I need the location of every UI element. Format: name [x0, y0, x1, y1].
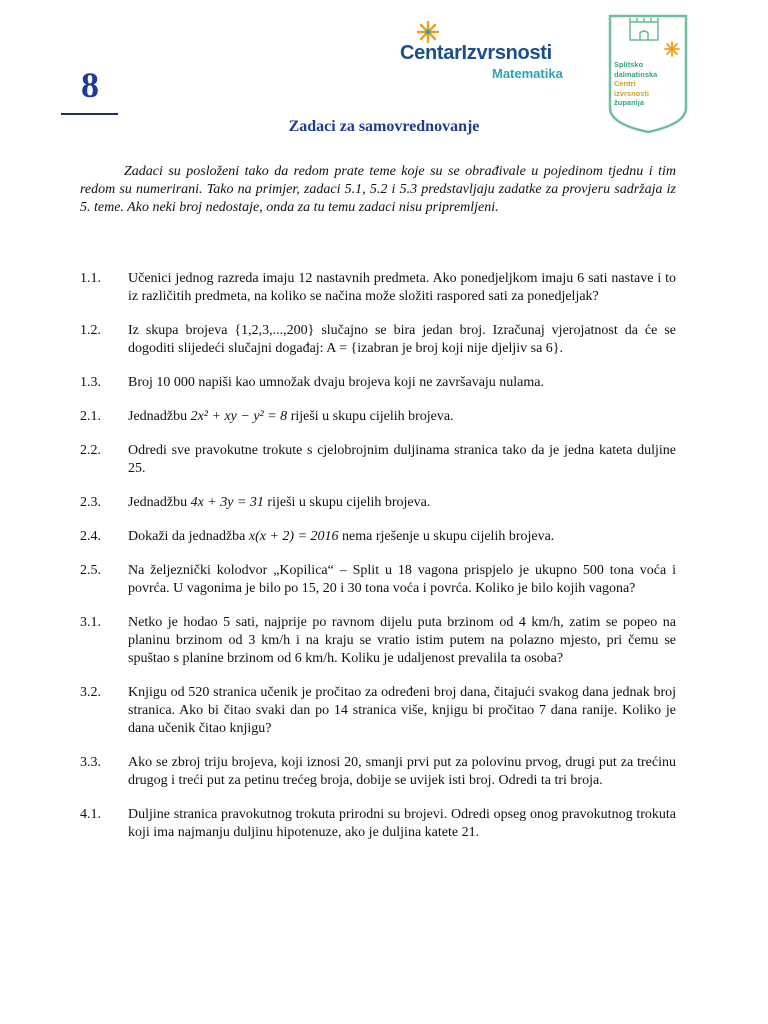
task-number: 1.3.: [80, 375, 101, 390]
task-text: [128, 408, 676, 426]
task-text: [128, 528, 676, 546]
task-item: [80, 408, 676, 426]
task-text: Ako se zbroj triju brojeva, koji iznosi 20, smanji prvi put za polovinu prvog, drugi put za trećinu drugog i treći put za petinu trećeg broja, dobije se uvijek isti broj. Odredi ta tri broja.: [128, 755, 676, 788]
task-number: 4.1.: [80, 807, 101, 822]
task-item: [80, 562, 676, 598]
shield-line: Splitsko: [614, 60, 644, 69]
logo-title: CentarIzvrsnosti: [400, 42, 552, 64]
task-text-after: nema rješenje u skupu cijelih brojeva.: [342, 529, 555, 544]
task-item: [80, 322, 676, 358]
task-item: [80, 528, 676, 546]
shield-line: izvrsnosti: [614, 88, 650, 98]
task-text: Duljine stranica pravokutnog trokuta prirodni su brojevi. Odredi opseg onog pravokutnog trokuta koji ima najmanju duljinu hipotenuze, ako je duljina katete 21.: [128, 807, 676, 840]
task-text-after: riješi u skupu cijelih brojeva.: [267, 495, 431, 510]
task-text: Netko je hodao 5 sati, najprije po ravnom dijelu puta brzinom od 4 km/h, zatim se popeo na planinu brzinom od 3 km/h i na kraju se vratio istim putem na polazno mjesto, pri čemu se spuštao s planine brzinom od 6 km/h. Koliku je udaljenost prevalila ta osoba?: [128, 615, 676, 666]
task-item: [80, 614, 676, 668]
logo-subtitle: Matematika: [492, 66, 563, 81]
task-item: [80, 684, 676, 738]
task-text-before: Jednadžbu: [128, 409, 188, 424]
task-text: Na željeznički kolodvor „Kopilica“ – Split u 18 vagona prispjelo je ukupno 500 tona voća i povrća. U vagonima je bilo po 15, 20 i 30 tona voća i povrća. Koliko je bilo kojih vagona?: [128, 563, 676, 596]
equation: 2x² + xy − y² = 8: [190, 409, 288, 424]
task-number: 2.3.: [80, 495, 101, 510]
star-logo-icon: [416, 20, 440, 44]
task-number: 2.1.: [80, 409, 101, 424]
task-item: [80, 806, 676, 842]
task-item: [80, 754, 676, 790]
region-shield-text: [614, 60, 684, 108]
equation: 4x + 3y = 31: [190, 495, 264, 510]
task-item: [80, 270, 676, 306]
task-text: Iz skupa brojeva {1,2,3,...,200} slučajno se bira jedan broj. Izračunaj vjerojatnost da će se dogoditi slijedeći slučajni događaj: A = {izabran je broj koji nije djeljiv sa 6}.: [128, 323, 676, 356]
task-number: 2.2.: [80, 443, 101, 458]
task-item: [80, 494, 676, 512]
task-text-before: Jednadžbu: [128, 495, 188, 510]
task-number: 2.5.: [80, 563, 101, 578]
shield-line: Centri: [614, 79, 636, 88]
task-number: 1.1.: [80, 271, 101, 286]
intro-paragraph: Zadaci su posloženi tako da redom prate teme koje su se obrađivale u pojedinom tjednu i tim redom su numerirani. Tako na primjer, zadaci 5.1, 5.2 i 5.3 predstavljaju zadatke za provjeru sadržaja iz 5. teme. Ako neki broj nedostaje, onda za tu temu zadaci nisu pripremljeni.: [80, 164, 676, 215]
grade-number: 8: [81, 65, 99, 105]
task-item: [80, 374, 676, 392]
shield-line: županija: [614, 98, 645, 107]
task-number: 3.2.: [80, 685, 101, 700]
task-list: [80, 270, 676, 842]
task-text-before: Dokaži da jednadžba: [128, 529, 246, 544]
task-text-after: riješi u skupu cijelih brojeva.: [290, 409, 454, 424]
task-number: 1.2.: [80, 323, 101, 338]
shield-line: dalmatinska: [614, 69, 658, 79]
task-text: Broj 10 000 napiši kao umnožak dvaju brojeva koji ne završavaju nulama.: [128, 375, 545, 390]
task-number: 2.4.: [80, 529, 101, 544]
equation: x(x + 2) = 2016: [248, 529, 339, 544]
task-text: Odredi sve pravokutne trokute s cjelobrojnim duljinama stranica tako da je jedna kateta duljine 25.: [128, 443, 676, 476]
task-number: 3.3.: [80, 755, 101, 770]
task-number: 3.1.: [80, 615, 101, 630]
grade-underline: [61, 113, 118, 115]
task-text: Učenici jednog razreda imaju 12 nastavnih predmeta. Ako ponedjeljkom imaju 6 sati nastave i to iz različitih predmeta, na koliko se načina može složiti raspored sati za ponedjeljak?: [128, 271, 676, 304]
task-text: [128, 494, 676, 512]
task-text: Knjigu od 520 stranica učenik je pročitao za određeni broj dana, čitajući svakog dana jednak broj stranica. Ako bi čitao svaki dan po 14 stranica više, knjigu bi pročitao 7 dana ranije. Koliko je dana učenik čitao knjigu?: [128, 685, 676, 736]
page-title: Zadaci za samovrednovanje: [288, 118, 480, 135]
task-item: [80, 442, 676, 478]
